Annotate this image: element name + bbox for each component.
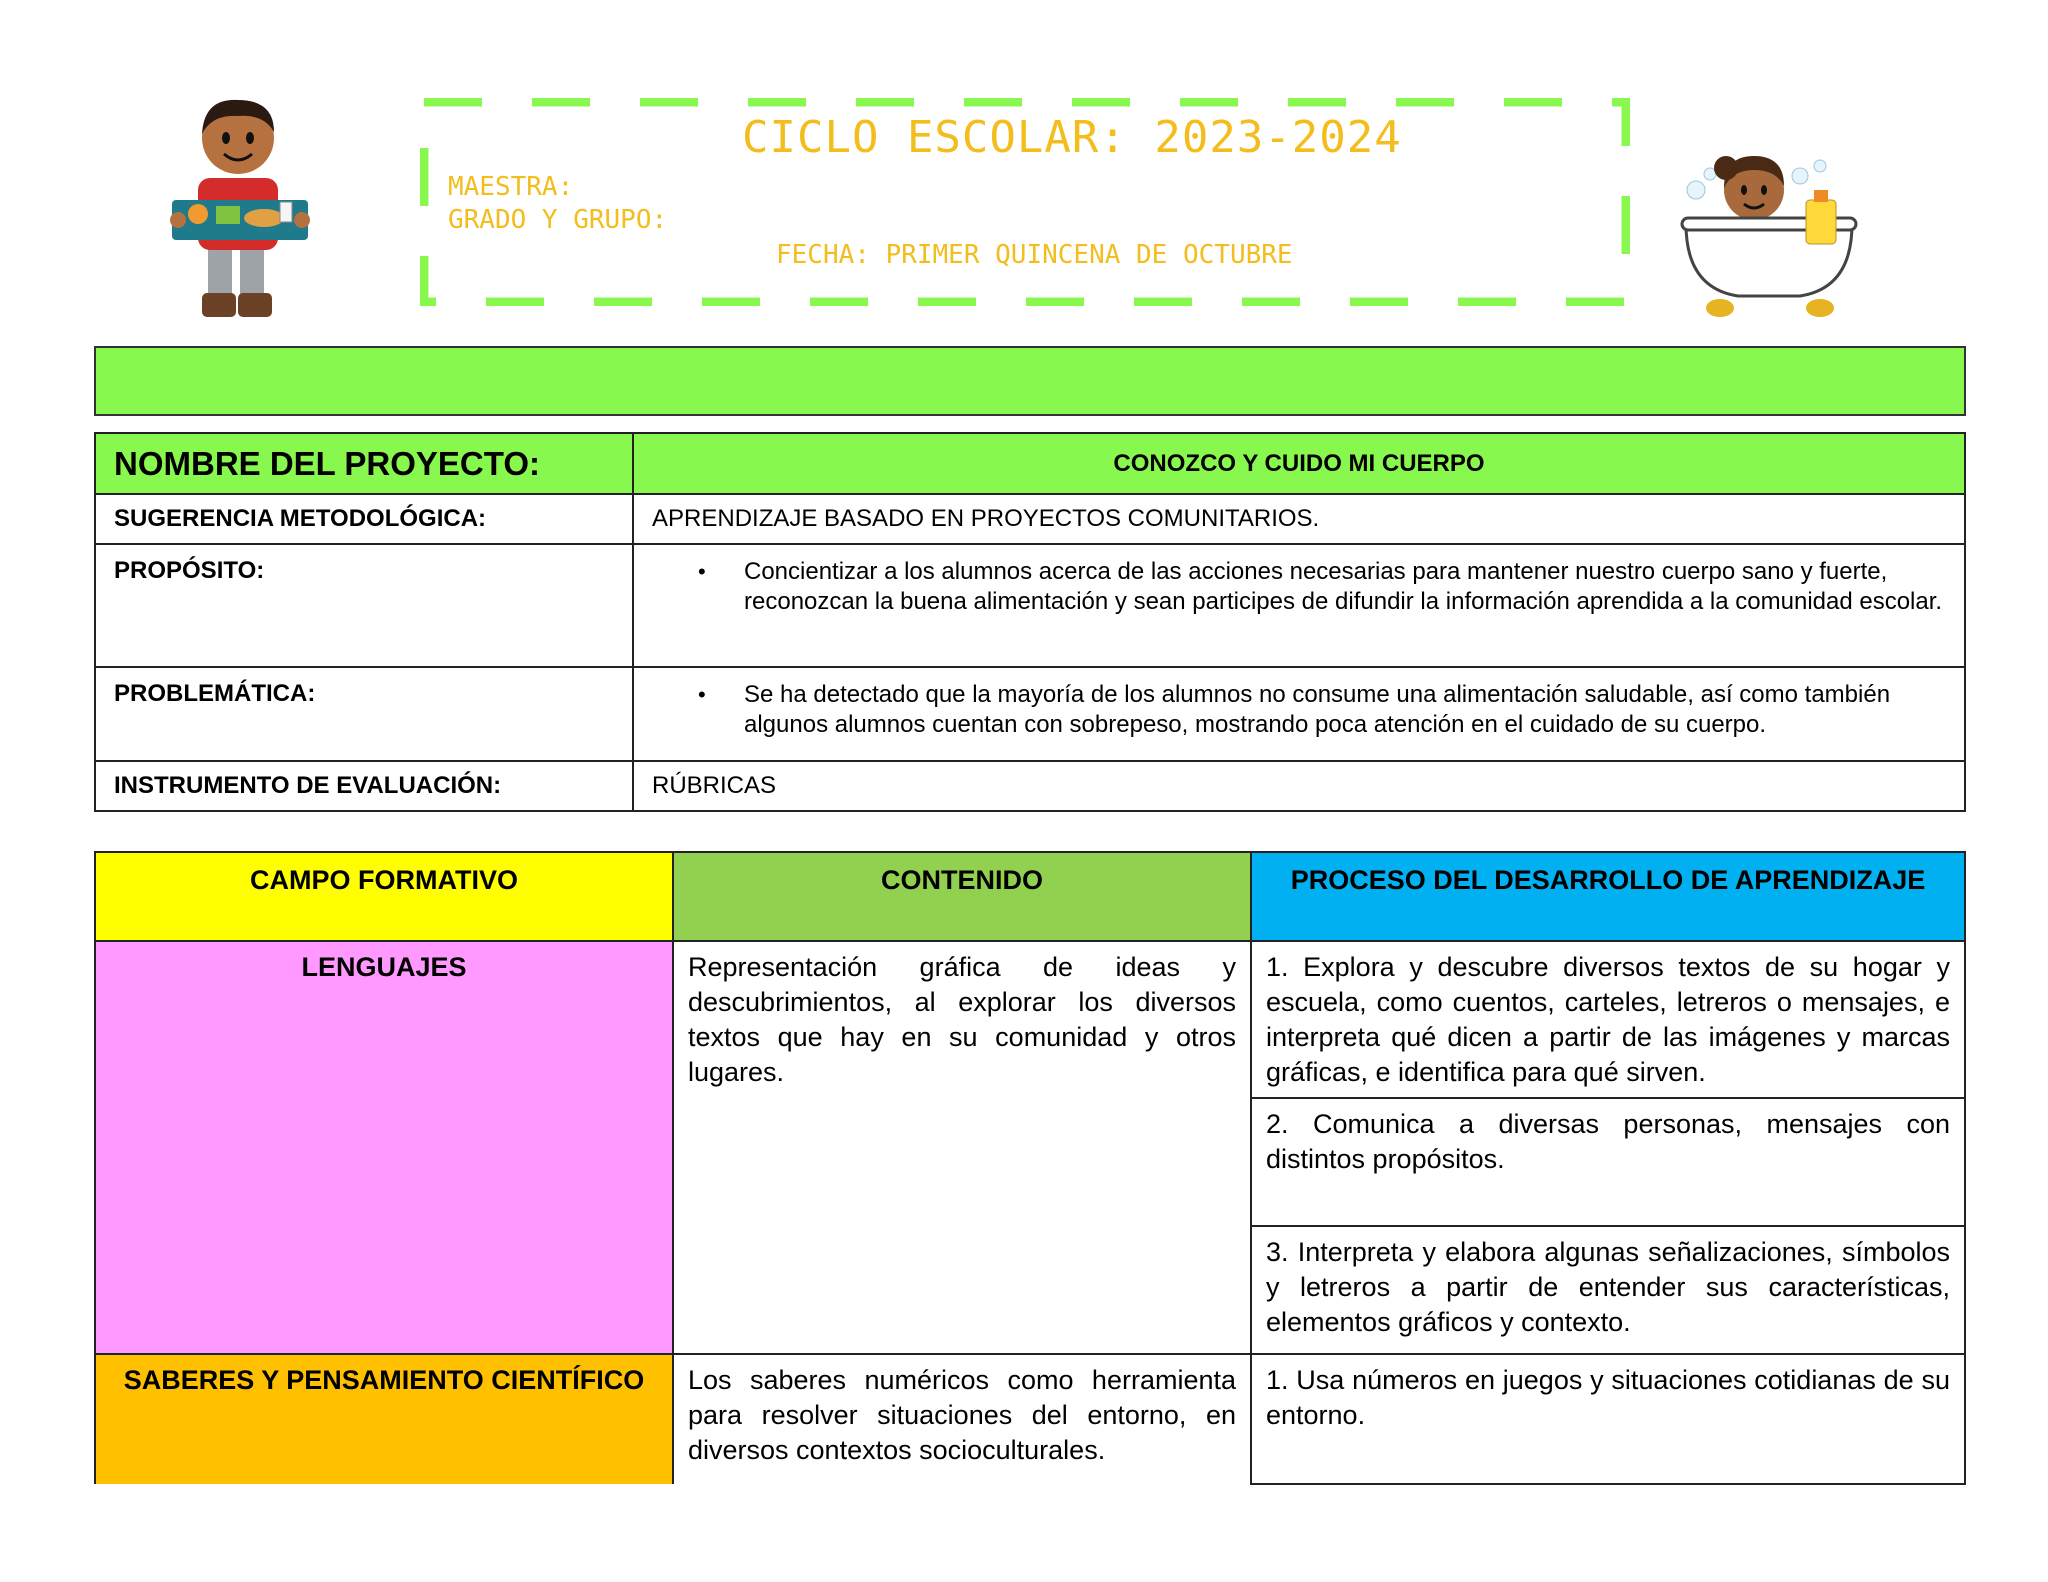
purpose-cell [633,544,1965,667]
project-name-row [95,433,1965,494]
process-header: PROCESO DEL DESARROLLO DE APRENDIZAJE [1251,852,1965,941]
content-languages: Representación gráfica de ideas y descubrimientos, al explorar los diversos textos que hay en su comunidad y otros lugares. [673,941,1251,1354]
date-label: FECHA: PRIMER QUINCENA DE OCTUBRE [776,240,1293,270]
problem-list [652,680,1946,740]
learning-table [94,851,1966,1485]
learning-header-row [95,852,1965,941]
girl-bathtub-illustration [1680,138,1860,323]
problem-row [95,667,1965,761]
process-item: 3. Interpreta y elabora algunas señalizaciones, símbolos y letreros a partir de entender sus características, elementos gráficos y contexto. [1251,1226,1965,1354]
evaluation-row [95,761,1965,811]
project-name-label: NOMBRE DEL PROYECTO: [95,433,633,494]
project-name-value: CONOZCO Y CUIDO MI CUERPO [633,433,1965,494]
purpose-label: PROPÓSITO: [95,544,633,667]
grade-group-label: GRADO Y GRUPO: [448,205,668,235]
field-languages: LENGUAJES [95,941,673,1354]
problem-value: • Se ha detectado que la mayoría de los alumnos no consume una alimentación saludable, así como también algunos alumnos cuentan con sobrepeso, mostrando poca atención en el cuidado de su cuerpo. [744,680,1946,740]
evaluation-label: INSTRUMENTO DE EVALUACIÓN: [95,761,633,811]
process-item: 1. Explora y descubre diversos textos de su hogar y escuela, como cuentos, carteles, letreros o mensajes, e interpreta qué dicen a partir de las imágenes y marcas gráficas, e identifica para qué sirven. [1251,941,1965,1098]
project-table [94,432,1966,812]
content-header: CONTENIDO [673,852,1251,941]
process-item: 1. Usa números en juegos y situaciones cotidianas de su entorno. [1251,1354,1965,1484]
methodology-row [95,494,1965,544]
table-row [95,941,1965,1098]
school-cycle-title: CICLO ESCOLAR: 2023-2024 [742,112,1402,163]
purpose-list [652,557,1946,617]
purpose-row [95,544,1965,667]
field-science: SABERES Y PENSAMIENTO CIENTÍFICO [95,1354,673,1484]
table-row [95,1354,1965,1484]
problem-cell [633,667,1965,761]
boy-food-tray-illustration [168,88,313,323]
evaluation-value: RÚBRICAS [633,761,1965,811]
content-science: Los saberes numéricos como herramienta para resolver situaciones del entorno, en diversos contextos socioculturales. [673,1354,1251,1484]
methodology-label: SUGERENCIA METODOLÓGICA: [95,494,633,544]
problem-label: PROBLEMÁTICA: [95,667,633,761]
process-item: 2. Comunica a diversas personas, mensajes con distintos propósitos. [1251,1098,1965,1226]
purpose-value: • Concientizar a los alumnos acerca de las acciones necesarias para mantener nuestro cuerpo sano y fuerte, reconozcan la buena alimentación y sean participes de difundir la información aprendida a la comunidad escolar. [744,557,1946,617]
green-banner [94,346,1966,416]
field-header: CAMPO FORMATIVO [95,852,673,941]
teacher-label: MAESTRA: [448,172,574,202]
methodology-value: APRENDIZAJE BASADO EN PROYECTOS COMUNITARIOS. [633,494,1965,544]
